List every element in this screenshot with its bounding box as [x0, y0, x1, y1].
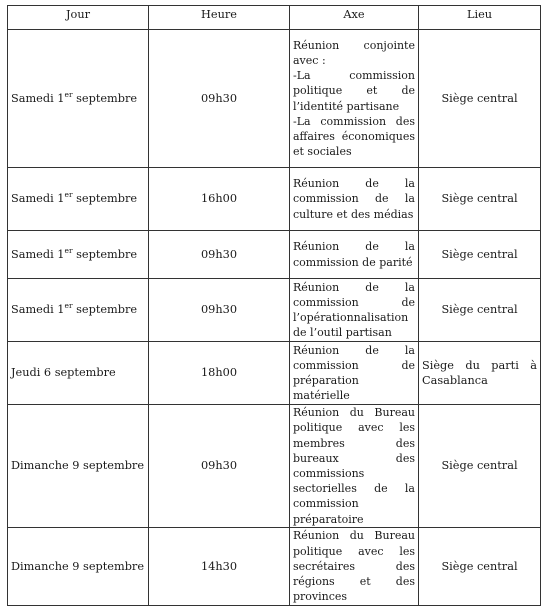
heure-cell: 14h30: [149, 528, 290, 606]
heure-cell: 09h30: [149, 30, 290, 168]
column-header-heure: Heure: [149, 6, 290, 30]
jour-cell: [8, 168, 149, 231]
jour-cell: [8, 231, 149, 279]
jour-text: Jeudi 6 septembre: [11, 366, 116, 380]
heure-cell: 09h30: [149, 231, 290, 279]
axe-cell: Réunion de la commission de la culture et des médias: [290, 168, 419, 231]
jour-superscript: er: [64, 190, 73, 200]
jour-text-suffix: septembre: [72, 192, 138, 206]
heure-cell: 16h00: [149, 168, 290, 231]
jour-superscript: er: [64, 90, 73, 100]
table-row: [8, 342, 541, 405]
lieu-cell: Siège central: [419, 168, 541, 231]
lieu-cell: Siège central: [419, 30, 541, 168]
jour-superscript: er: [64, 301, 73, 311]
lieu-cell: Siège central: [419, 405, 541, 528]
heure-cell: 18h00: [149, 342, 290, 405]
axe-cell: Réunion de la commission de parité: [290, 231, 419, 279]
table-header-row: [8, 6, 541, 30]
lieu-cell: Siège central: [419, 279, 541, 342]
jour-cell: [8, 342, 149, 405]
axe-cell: Réunion du Bureau politique avec les membres des bureaux des commissions sectorielles de la commission préparatoire: [290, 405, 419, 528]
jour-text: Dimanche 9 septembre: [11, 459, 145, 473]
jour-text-suffix: septembre: [72, 303, 138, 317]
column-header-axe: Axe: [290, 6, 419, 30]
jour-text: Samedi 1: [11, 192, 65, 206]
jour-text-suffix: septembre: [72, 247, 138, 261]
table-row: [8, 528, 541, 606]
axe-cell: Réunion de la commission de préparation matérielle: [290, 342, 419, 405]
lieu-cell: Siège central: [419, 528, 541, 606]
jour-text: Samedi 1: [11, 247, 65, 261]
table-row: [8, 405, 541, 528]
axe-cell: Réunion conjointe avec : -La commission politique et de l’identité partisane -La commission des affaires économiques et sociales: [290, 30, 419, 168]
jour-cell: [8, 405, 149, 528]
jour-cell: [8, 279, 149, 342]
lieu-cell: Siège central: [419, 231, 541, 279]
jour-cell: [8, 528, 149, 606]
heure-cell: 09h30: [149, 279, 290, 342]
column-header-jour: Jour: [8, 6, 149, 30]
axe-cell: Réunion du Bureau politique avec les secrétaires des régions et des provinces: [290, 528, 419, 606]
table-row: [8, 231, 541, 279]
heure-cell: 09h30: [149, 405, 290, 528]
schedule-table: [7, 5, 541, 606]
jour-text-suffix: septembre: [72, 91, 138, 105]
lieu-cell: Siège du parti à Casablanca: [419, 342, 541, 405]
table-row: [8, 279, 541, 342]
column-header-lieu: Lieu: [419, 6, 541, 30]
jour-text: Samedi 1: [11, 91, 65, 105]
table-row: [8, 30, 541, 168]
axe-cell: Réunion de la commission de l’opérationnalisation de l’outil partisan: [290, 279, 419, 342]
jour-cell: [8, 30, 149, 168]
jour-text: Dimanche 9 septembre: [11, 559, 145, 573]
jour-text: Samedi 1: [11, 303, 65, 317]
jour-superscript: er: [64, 246, 73, 256]
table-row: [8, 168, 541, 231]
